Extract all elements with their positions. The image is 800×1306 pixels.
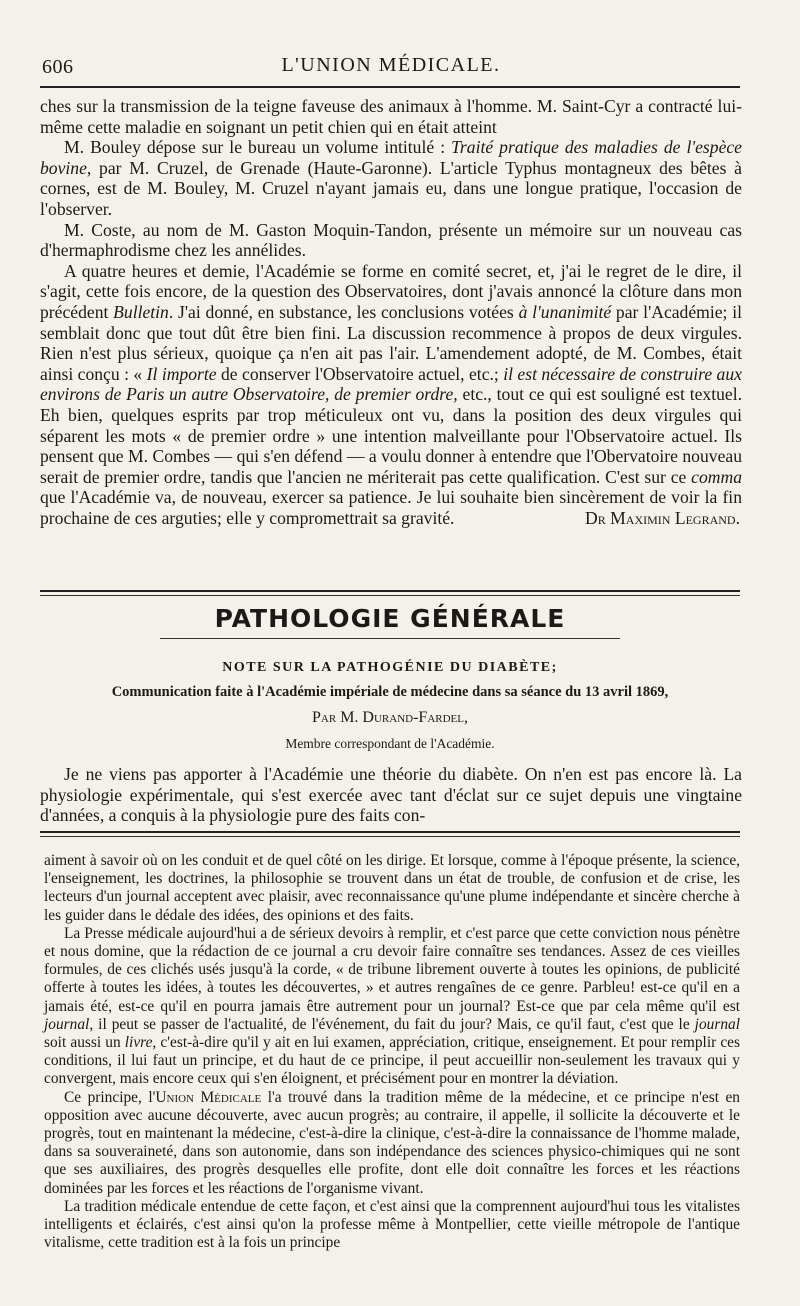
paragraph: M. Coste, au nom de M. Gaston Moquin-Tandon, présente un mémoire sur un nouveau cas d'hermaphrodisme chez les annélides. <box>40 219 742 261</box>
section-divider-top-thin <box>40 595 740 596</box>
section-title-underline <box>160 638 620 639</box>
paragraph: Ce principe, l'Union Médicale l'a trouvé dans la tradition même de la médecine, et ce principe n'est en opposition avec aucune découverte, avec aucun progrès; au contraire, il appelle, il sollicite la découverte et le progrès, tout en maintenant la médecine, c'est-à-dire la clinique, c'est-à-dire la connaissance de l'homme malade, dans sa souveraineté, dans son autonomie, dans son indépendance des sciences physico-chimiques qui ne sont que ses auxiliaires, des progrès desquelles elle profite, dont elle doit connaître les forces et les réactions dominées par les forces et les réactions de l'organisme vivant. <box>44 1088 740 1197</box>
paragraph: aiment à savoir où on les conduit et de quel côté on les dirige. Et lorsque, comme à l'époque présente, la science, l'enseignement, les doctrines, la philosophie se trouvent dans un état de trouble, de confusion et de crise, les lecteurs d'un journal acceptent avec plaisir, avec reconnaissance qu'une plume indépendante et sincère cherche à les guider dans le dédale des idées, des opinions et des faits. <box>44 852 740 924</box>
page-number: 606 <box>42 56 74 78</box>
paragraph: La Presse médicale aujourd'hui a de sérieux devoirs à remplir, et c'est parce que cette conviction nous pénètre et nous domine, que la rédaction de ce journal a cru devoir faire connaître ses tendances. Assez de ces vieilles formules, de ces clichés usés jusqu'à la corde, « de tribune librement ouverte à toutes les opinions, de publicité offerte à toutes les idées, à toutes les découvertes, » et autres rengaînes de ce genre. Parbleu! est-ce qu'il en a jamais été, est-ce qu'il en pourra jamais être autrement pour un journal? Est-ce que par cela même qu'il est journal, il peut se passer de l'actualité, de l'événement, du fait du jour? Mais, ce qu'il faut, c'est que le journal soit aussi un livre, c'est-à-dire qu'il y ait en lui examen, appréciation, critique, enseignement. Et pour remplir ces conditions, il lui faut un principe, et du haut de ce principe, il peut accueillir non-seulement les travaux qui y convergent, mais encore ceux qui s'en éloignent, et précisément pour en montrer la déviation. <box>44 924 741 1088</box>
section-divider-top <box>40 590 740 592</box>
paragraph: A quatre heures et demie, l'Académie se forme en comité secret, et, j'ai le regret de le dire, il s'agit, cette fois encore, de la question des Observatoires, dont j'avais annoncé la clôture dans mon précédent Bulletin. J'ai donné, en substance, les conclusions votées à l'unanimité par l'Académie; il semblait donc que tout dût être bien fini. La discussion recommence à propos de deux virgules. Rien n'est plus sérieux, quoique ça n'en ait pas l'air. L'amendement adopté, de M. Combes, était ainsi conçu : « Il importe de conserver l'Observatoire actuel, etc.; il est nécessaire de construire aux environs de Paris un autre Observatoire, de premier ordre, etc., tout ce qui est souligné est textuel. Eh bien, quelques esprits par trop méticuleux ont vu, dans la position des deux virgules qui séparent les mots « de premier ordre » une intention malveillante pour l'Observatoire actuel. Ils pensent que M. Combes — qui s'en défend — a voulu donner à entendre que l'Obervatoire nouveau serait de premier ordre, tandis que l'ancien ne mériterait pas cette qualification. C'est sur ce comma que l'Académie va, de nouveau, exercer sa patience. Je lui souhaite bien sincèrement de voir la fin prochaine de ces arguties; elle y compromettrait sa gravité. <box>40 260 742 528</box>
note-author-role: Membre correspondant de l'Académie. <box>285 736 495 751</box>
paragraph: ches sur la transmission de la teigne faveuse des animaux à l'homme. M. Saint-Cyr a contracté lui-même cette maladie en soignant un petit chien qui en était atteint <box>40 96 742 137</box>
feuilleton-text <box>44 852 740 1252</box>
section-title: PATHOLOGIE GÉNÉRALE <box>214 604 566 633</box>
page-header <box>42 52 740 78</box>
paragraph: Je ne viens pas apporter à l'Académie une théorie du diabète. On n'en est pas encore là. La physiologie expérimentale, qui s'est exercée avec tant d'éclat sur ce sujet depuis une vingtaine d'années, a conquis à la physiologie pure des faits con- <box>40 764 742 826</box>
header-rule <box>40 86 740 88</box>
feuilleton-divider <box>40 831 740 833</box>
feuilleton-divider-thin <box>40 836 740 837</box>
running-title: L'UNION MÉDICALE. <box>281 54 501 76</box>
note-heading: NOTE SUR LA PATHOGÉNIE DU DIABÈTE; <box>222 660 558 675</box>
note-author: Par M. Durand-Fardel, <box>312 709 468 726</box>
author-signature: Dr Maximin Legrand. <box>585 507 740 528</box>
academy-report <box>40 96 742 528</box>
paragraph: M. Bouley dépose sur le bureau un volume intitulé : Traité pratique des maladies de l'espèce bovine, par M. Cruzel, de Grenade (Haute-Garonne). L'article Typhus montagneux des bêtes à cornes, est de M. Bouley, M. Cruzel n'ayant jamais eu, dans une longue pratique, l'occasion de l'observer. <box>40 137 742 219</box>
note-communication: Communication faite à l'Académie impériale de médecine dans sa séance du 13 avril 1869, <box>111 684 669 700</box>
note-body <box>40 764 742 826</box>
paragraph: La tradition médicale entendue de cette façon, et c'est ainsi que la comprennent aujourd'hui tous les vitalistes intelligents et éclairés, c'est ainsi qu'on la professe même à Montpellier, cette vieille métropole de l'antique vitalisme, cette tradition est à la fois un principe <box>44 1197 740 1252</box>
